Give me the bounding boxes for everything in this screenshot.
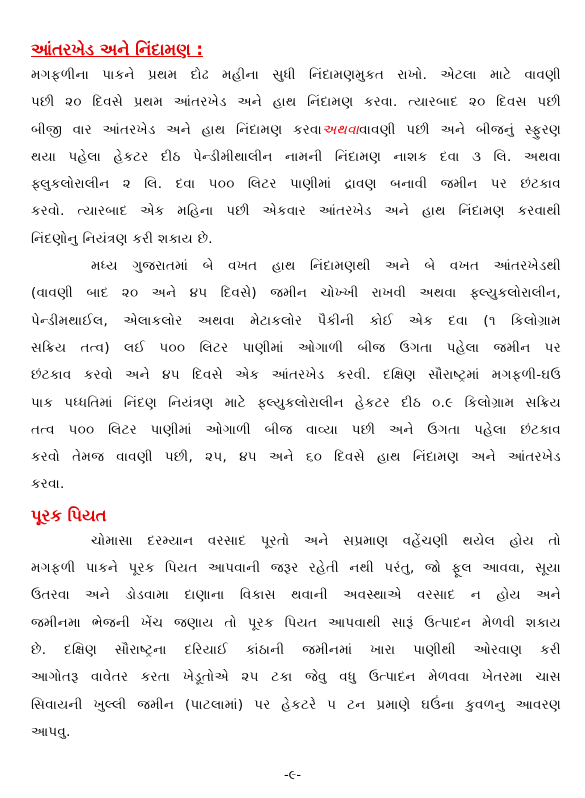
emphasis-or: અથવા <box>322 122 360 138</box>
text-line: પછી ૨૦ દિવસે પ્રથમ આંતરખેડ અને હાથ નિંદામણ કરવા. ત્યારબાદ ૨૦ દિવસ પછી <box>31 95 561 111</box>
text-line: આગોતરૂ વાવેતર કરતા ખેડૂતોએ ૨૫ ટકા જેવુ વધુ ઉત્પાદન મેળવવા ખેતરમા ચાસ <box>31 670 561 686</box>
text-line: બીજી વાર આંતરખેડ અને હાથ નિંદામણ કરવાઅથવાવાવણી પછી અને બીજનું સ્ફુરણ <box>31 122 561 138</box>
text-line: (વાવણી બાદ ૨૦ અને ૪૫ દિવસે) જમીન ચોખ્ખી રાખવી અથવા ફ્લ્યુકલોરાલીન, <box>31 286 561 302</box>
text-line: કરવા. <box>31 477 65 493</box>
text-line: થયા પહેલા હેકટર દીઠ પેન્ડીમીથાલીન નામની નિંદામણ નાશક દવા ૩ લિ. અથવા <box>31 149 561 165</box>
text-line: પાક પધ્ધતિમાં નિંદણ નિયંત્રણ માટે ફ્લ્યુકલોરાલીન હેકટર દીઠ ૦.૯ કિલોગ્રામ સક્રિય <box>31 395 561 411</box>
text-line: નિંદણોનુ નિયંત્રણ કરી શકાય છે. <box>31 231 213 247</box>
text-line: મગફળીના પાકને પ્રથમ દોઢ મહીના સુધી નિંદામણમુકત રાખો. એટલા માટે વાવણી <box>31 68 561 83</box>
paragraph-weeding-2 <box>31 253 561 499</box>
text-line: ઉતરવા અને ડોડવામા દાણાના વિકાસ થવાની અવસ્થાએ વરસાદ ન હોય અને <box>31 588 561 604</box>
paragraph-irrigation <box>31 528 561 746</box>
text-line: કરવો. ત્યારબાદ એક મહિના પછી એકવાર આંતરખેડ અને હાથ નિંદામણ કરવાથી <box>31 204 561 220</box>
section-heading-irrigation: પૂરક પિયત <box>31 505 107 525</box>
text-line: જમીનમા ભેજની ખેંચ જણાય તો પૂરક પિયત આપવાથી સારૂં ઉત્પાદન મેળવી શકાય <box>31 615 561 631</box>
text-line: તત્વ ૫૦૦ લિટર પાણીમાં ઓગાળી બીજ વાવ્યા પછી અને ઉગતા પહેલા છંટકાવ <box>31 422 561 438</box>
section-heading-weeding: આંતરખેડ અને નિંદામણ : <box>31 40 203 59</box>
text-line: છંટકાવ કરવો અને ૪૫ દિવસે એક આંતરખેડ કરવી. દક્ષિણ સૌરાષ્ટ્રમાં મગફળી-ઘઉ <box>31 368 561 384</box>
text-line: મગફળી પાકને પૂરક પિયત આપવાની જરૂર રહેતી નથી પરંતુ, જો ફૂલ આવવા, સૂયા <box>31 561 561 577</box>
text-line: મધ્ય ગુજરાતમાં બે વખત હાથ નિંદામણથી અને બે વખત આંતરખેડથી <box>91 259 561 275</box>
text-line: કરવો તેમજ વાવણી પછી, ૨૫, ૪૫ અને ૬૦ દિવસે હાથ નિંદામણ અને આંતરખેડ <box>31 450 561 466</box>
text-line: સક્રિય તત્વ) લઈ ૫૦૦ લિટર પાણીમાં ઓગાળી બીજ ઉગતા પહેલા જમીન પર <box>31 340 561 356</box>
text-line: છે. દક્ષિણ સૌરાષ્ટ્રના દરિયાઈ કાંઠાની જમીનમાં ખારા પાણીથી ઓરવાણ કરી <box>31 642 561 658</box>
document-page <box>31 38 561 746</box>
text-line: સિવાયની ખુલ્લી જમીન (પાટલામાં) પર હેકટરે ૫ ટન પ્રમાણે ઘઉંના કુવળનુ આવરણ <box>31 697 561 713</box>
text-line: ચોમાસા દરમ્યાન વરસાદ પૂરતો અને સપ્રમાણ વહેંચણી થયેલ હોય તો <box>91 533 561 549</box>
page-number: -૯- <box>283 768 302 783</box>
text-line: આપવુ. <box>31 724 71 740</box>
paragraph-weeding-1 <box>31 62 561 253</box>
text-line: પેન્ડીમથાઈલ, એલાકલોર અથવા મેટાકલોર પૈકીની કોઈ એક દવા (૧ કિલોગ્રામ <box>31 313 561 329</box>
text-line: ફ્લુકલોરાલીન ૨ લિ. દવા ૫૦૦ લિટર પાણીમાં દ્રાવણ બનાવી જમીન પર છંટકાવ <box>31 177 561 193</box>
